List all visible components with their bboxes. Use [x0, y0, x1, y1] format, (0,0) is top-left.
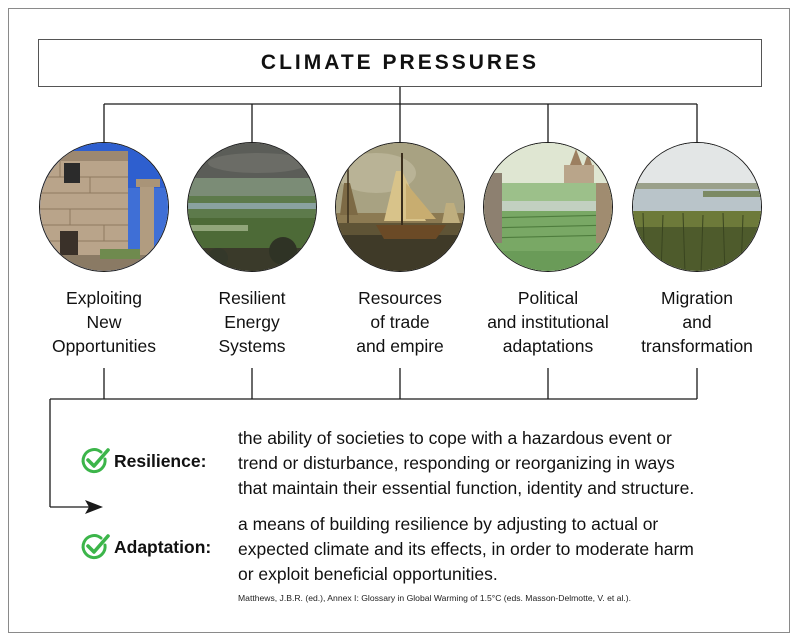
label-line: Resilient [218, 288, 286, 308]
stone-ruins-photo [40, 143, 169, 272]
category-label-4 [473, 286, 623, 358]
image-circle-4 [483, 142, 613, 272]
wetland-photo [633, 143, 762, 272]
definition-line: the ability of societies to cope with a hazardous event or [238, 428, 672, 448]
landscape-painting [188, 143, 317, 272]
label-line: Systems [218, 336, 286, 356]
image-circle-1 [39, 142, 169, 272]
category-label-3 [325, 286, 475, 358]
label-line: Exploiting [66, 288, 142, 308]
category-label-1 [29, 286, 179, 358]
label-line: and institutional [487, 312, 609, 332]
image-circle-2 [187, 142, 317, 272]
label-line: Political [517, 288, 579, 308]
label-line: of trade [370, 312, 430, 332]
label-line: and [682, 312, 712, 332]
definition-line: that maintain their essential function, identity and structure. [238, 478, 695, 498]
category-label-2 [177, 286, 327, 358]
image-circle-5 [632, 142, 762, 272]
label-line: Opportunities [51, 336, 157, 356]
diagram-title: CLIMATE PRESSURES [260, 51, 540, 74]
label-line: transformation [641, 336, 753, 356]
label-line: adaptations [502, 336, 594, 356]
definition-line: expected climate and its effects, in order to moderate harm [238, 539, 694, 559]
category-label-5 [622, 286, 772, 358]
definition-line: trend or disturbance, responding or reorganizing in ways [238, 453, 675, 473]
image-circle-3 [335, 142, 465, 272]
term-adaptation: Adaptation: [114, 537, 212, 557]
label-line: Migration [661, 288, 733, 308]
definition-line: a means of building resilience by adjusting to actual or [238, 514, 659, 534]
label-line: Resources [358, 288, 442, 308]
label-line: New [86, 312, 122, 332]
label-line: Energy [224, 312, 280, 332]
term-resilience: Resilience: [114, 451, 207, 471]
city-fields-engraving [484, 143, 613, 272]
check-circle-icon [80, 532, 110, 560]
definition-adaptation [238, 512, 778, 587]
check-circle-icon [80, 446, 110, 474]
citation: Matthews, J.B.R. (ed.), Annex I: Glossary in Global Warming of 1.5°C (eds. Masson-Delmotte, V. et al.). [238, 593, 632, 603]
definition-line: or exploit beneficial opportunities. [238, 564, 498, 584]
label-line: and empire [356, 336, 444, 356]
sailing-ships-painting [336, 143, 465, 272]
definition-resilience [238, 426, 778, 501]
